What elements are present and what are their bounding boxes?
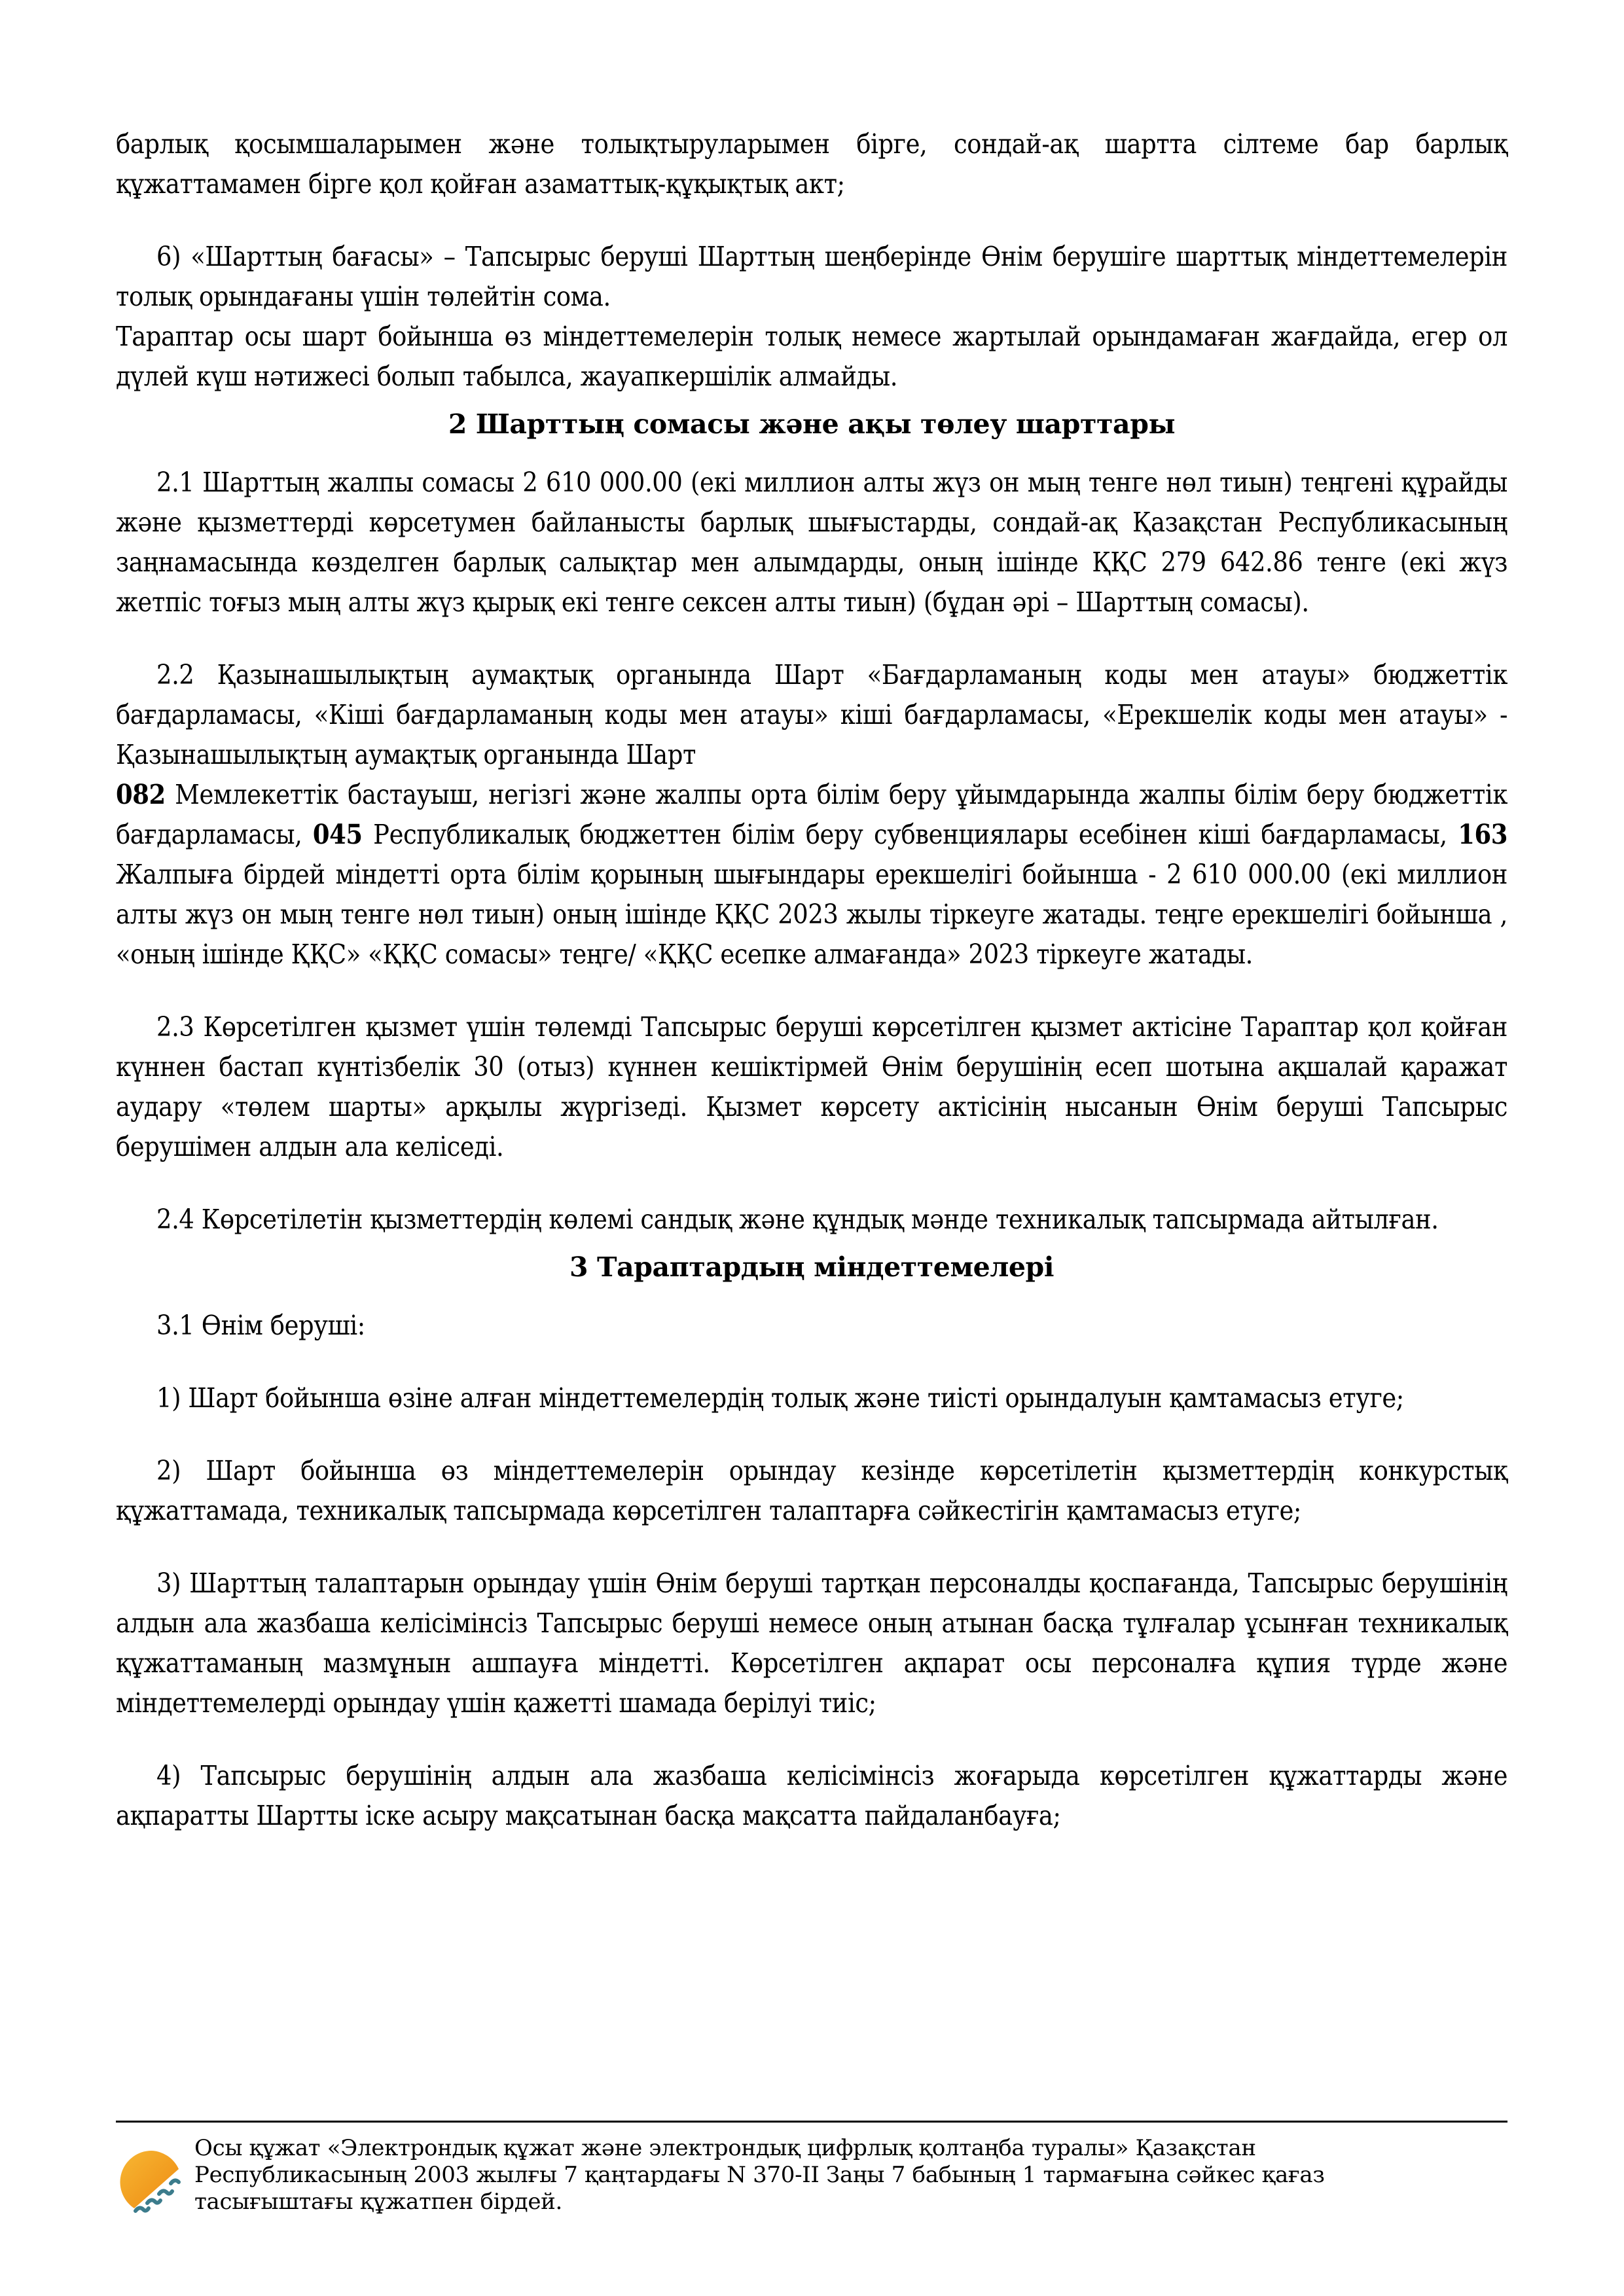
egov-sun-logo-icon — [116, 2143, 188, 2221]
clause-2-4: 2.4 Көрсетілетін қызметтердің көлемі сандық және құндық мәнде техникалық тапсырмада айтылған. — [156, 1204, 1439, 1235]
obligation-item-3: 3) Шарттың талаптарын орындау үшін Өнім беруші тартқан персоналды қоспағанда, Тапсырыс берушінің алдын ала жазбаша келісімінсіз Тапсырыс беруші немесе оның атынан басқа тұлғалар ұсынған техникалық құжаттаманың мазмұнын ашпауға міндетті. Көрсетілген ақпарат осы персоналға құпия түрде және міндеттемелерді орындау үшін қажетті шамада берілуі тиіс; — [116, 1568, 1507, 1719]
clause-3-1: 3.1 Өнім беруші: — [156, 1310, 365, 1341]
clause-2-2 — [116, 655, 1507, 975]
document-page — [116, 124, 1507, 1836]
obligation-item-1: 1) Шарт бойынша өзіне алған міндеттемелердің толық және тиісті орындалуын қамтамасыз етуге; — [156, 1382, 1404, 1414]
intro-paragraph-0: барлық қосымшаларымен және толықтыруларымен бірге, сондай-ақ шартта сілтеме бар барлық құжаттамамен бірге қол қойған азаматтық-құқықтық акт; — [116, 128, 1507, 200]
clause-2-2-intro: 2.2 Қазынашылықтың аумақтық органында Шарт «Бағдарламаның коды мен атауы» бюджеттік бағдарламасы, «Кіші бағдарламаның коды мен атауы» кіші бағдарламасы, «Ерекшелік коды мен атауы» - Қазынашылықтың аумақтық органында Шарт — [116, 659, 1507, 770]
clause-2-2-body — [116, 775, 1507, 975]
footer-line-3: тасығыштағы құжатпен бірдей. — [194, 2189, 563, 2215]
specific-code: 163 — [1458, 819, 1508, 850]
subprogram-code: 045 — [312, 819, 363, 850]
clause-2-1: 2.1 Шарттың жалпы сомасы 2 610 000.00 (екі миллион алты жүз он мың тенге нөл тиын) теңгені құрайды және қызметтерді көрсетумен байланысты барлық шығыстарды, сондай-ақ Қазақстан Республикасының заңнамасында көзделген барлық салықтар мен алымдарды, оның ішінде ҚҚС 279 642.86 тенге (екі жүз жетпіс тоғыз мың алты жүз қырық екі тенге сексен алты тиын) (бұдан әрі – Шарттың сомасы). — [116, 467, 1507, 618]
section-2-heading: 2 Шарттың сомасы және ақы төлеу шарттары — [448, 408, 1176, 440]
footer-certification — [116, 2135, 1507, 2221]
clause-2-3: 2.3 Көрсетілген қызмет үшін төлемді Тапсырыс беруші көрсетілген қызмет актісіне Тараптар қол қойған күннен бастап күнтізбелік 30 (отыз) күннен кешіктірмей Өнім берушінің есеп шотына ақшалай қаражат аудару «төлем шарты» арқылы жүргізеді. Қызмет көрсету актісінің нысанын Өнім беруші Тапсырыс берушімен алдын ала келіседі. — [116, 1011, 1507, 1162]
force-majeure-paragraph: Тараптар осы шарт бойынша өз міндеттемелерін толық немесе жартылай орындамаған жағдайда, егер ол дүлей күш нәтижесі болып табылса, жауапкершілік алмайды. — [116, 321, 1507, 392]
footer-divider — [116, 2121, 1507, 2123]
footer-text — [194, 2135, 1325, 2215]
subprogram-text: Республикалық бюджеттен білім беру субвенциялары есебінен кіші бағдарламасы, — [362, 819, 1458, 850]
obligation-item-2: 2) Шарт бойынша өз міндеттемелерін орындау кезінде көрсетілетін қызметтердің конкурстық құжаттамада, техникалық тапсырмада көрсетілген талаптарға сәйкестігін қамтамасыз етуге; — [116, 1455, 1507, 1526]
budget-program-text: Мемлекеттік бастауыш, негізгі және жалпы орта білім беру ұйымдарында жалпы білім беру бюджеттік бағдарламасы, — [116, 779, 1507, 850]
footer-line-2: Республикасының 2003 жылғы 7 қаңтардағы N 370-II Заңы 7 бабының 1 тармағына сәйкес қағаз — [194, 2162, 1325, 2188]
budget-program-code: 082 — [116, 779, 166, 810]
section-3-heading: 3 Тараптардың міндеттемелері — [569, 1251, 1054, 1283]
definition-contract-price: 6) «Шарттың бағасы» – Тапсырыс беруші Шарттың шеңберінде Өнім берушіге шарттық міндеттемелерін толық орындағаны үшін төлейтін сома. — [116, 241, 1507, 312]
footer-line-1: Осы құжат «Электрондық құжат және электрондық цифрлық қолтаңба туралы» Қазақстан — [194, 2135, 1256, 2161]
obligation-item-4: 4) Тапсырыс берушінің алдын ала жазбаша келісімінсіз жоғарыда көрсетілген құжаттарды және ақпаратты Шартты іске асыру мақсатынан басқа мақсатта пайдаланбауға; — [116, 1760, 1507, 1831]
specific-text: Жалпыға бірдей міндетті орта білім қорының шығындары ерекшелігі бойынша - 2 610 000.00 (екі миллион алты жүз он мың тенге нөл тиын) оның ішінде ҚҚС 2023 жылы тіркеуге жатады. теңге ерекшелігі бойынша , «оның ішінде ҚҚС» «ҚҚС сомасы» теңге/ «ҚҚС есепке алмағанда» 2023 тіркеуге жатады. — [116, 859, 1507, 970]
